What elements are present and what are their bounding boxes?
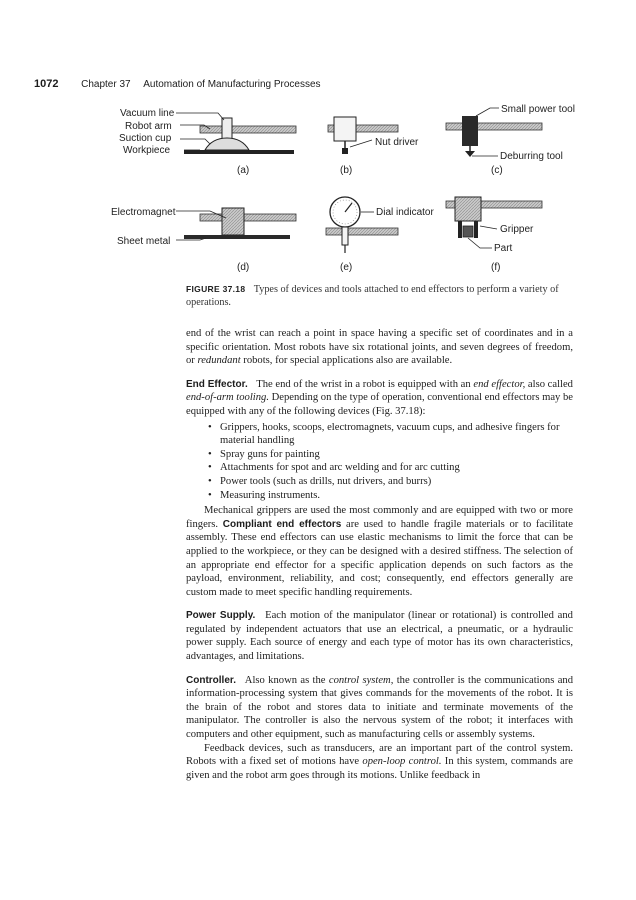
page-number: 1072 <box>34 78 59 90</box>
end-effector-device-list <box>186 421 573 503</box>
power-tool-body-shape <box>462 116 478 146</box>
paragraph-feedback: Feedback devices, such as transducers, are an important part of the control system. Robots with a fixed set of motions have open-loop control. In this system, commands are given and the robot arm goes through its motions. Unlike feedback in <box>186 742 573 781</box>
heading-controller: Controller. <box>186 674 237 686</box>
sublabel-b: (b) <box>340 165 353 176</box>
sublabel-e: (e) <box>340 262 353 273</box>
label-gripper: Gripper <box>500 224 534 235</box>
section-controller: Controller. Also known as the control system, the controller is the communications and information-processing system that gives commands for the movements of the robot. It is the brain of the robot and stores data to initiate and terminate movements of the manipulator. The controller is also the nervous system of the robot; it interfaces with computers and other equipment, such as manufacturing cells or assembly systems. <box>186 674 573 741</box>
robot-arm-shape <box>200 126 296 133</box>
gripper-finger-left-shape <box>458 221 462 238</box>
label-workpiece: Workpiece <box>123 145 171 156</box>
panel-d-electromagnet <box>111 207 296 273</box>
suction-cup-shape <box>205 138 249 150</box>
sublabel-a: (a) <box>237 165 250 176</box>
chapter-label: Chapter 37 <box>81 79 131 90</box>
sublabel-c: (c) <box>491 165 503 176</box>
panel-b-nut-driver <box>328 117 419 176</box>
panel-f-gripper <box>446 197 542 273</box>
section-power-supply: Power Supply. Each motion of the manipulator (linear or rotational) is controlled and regulated by independent actuators that use an electrical, a pneumatic, or a hydraulic power supply. Each source of energy and each type of motor has its own characteristics, advantages, and limitations. <box>186 610 573 663</box>
robot-arm-d-shape <box>200 214 296 221</box>
heading-power-supply: Power Supply. <box>186 610 256 622</box>
list-item: • Power tools (such as drills, nut drivers, and burrs) <box>208 475 573 489</box>
figure-37-18 <box>0 0 636 290</box>
section-end-effector: End Effector. The end of the wrist in a robot is equipped with an end effector, also called end-of-arm tooling. Depending on the type of operation, conventional end effectors may be equipped with any of the following devices (Fig. 37.18): <box>186 378 573 417</box>
heading-end-effector: End Effector. <box>186 378 248 390</box>
label-electromagnet: Electromagnet <box>111 207 176 218</box>
panel-e-dial-indicator <box>326 197 434 273</box>
part-shape <box>463 226 473 237</box>
label-small-power-tool: Small power tool <box>501 104 575 115</box>
label-dial-indicator: Dial indicator <box>376 207 434 218</box>
robot-arm-c-shape <box>446 123 542 130</box>
label-robot-arm: Robot arm <box>125 121 172 132</box>
label-suction-cup: Suction cup <box>119 133 172 144</box>
robot-arm-e-shape <box>326 228 398 235</box>
dial-stem-shape <box>342 227 348 245</box>
sublabel-f: (f) <box>491 262 501 273</box>
chapter-title: Automation of Manufacturing Processes <box>143 79 321 90</box>
list-item: • Attachments for spot and arc welding and for arc cutting <box>208 461 573 475</box>
figure-caption <box>186 283 576 309</box>
panel-a-vacuum-cup <box>119 108 296 176</box>
sheet-metal-shape <box>184 235 290 239</box>
list-item: • Spray guns for painting <box>208 448 573 462</box>
paragraph-grippers: Mechanical grippers are used the most commonly and are equipped with two or more fingers. Compliant end effectors are used to handle fragile materials or to facilitate assembly. These end effectors can use elastic mechanisms to limit the force that can be applied to the workpiece, or they can be designed with a desired stiffness. The selection of an appropriate end effector for a specific application depends on such factors as the payload, environment, reliability, and cost; consequently, end effectors generally are custom made to meet specific handling requirements. <box>186 505 573 598</box>
label-sheet-metal: Sheet metal <box>117 236 171 247</box>
gripper-finger-right-shape <box>474 221 478 238</box>
panel-c-power-tool <box>446 104 575 176</box>
body-text <box>186 327 573 782</box>
list-item: • Measuring instruments. <box>208 489 573 503</box>
electromagnet-shape <box>222 208 244 235</box>
gripper-body-shape <box>455 197 481 221</box>
label-vacuum-line: Vacuum line <box>120 108 175 119</box>
label-nut-driver: Nut driver <box>375 137 419 148</box>
figure-caption-text: Types of devices and tools attached to end effectors to perform a variety of operations. <box>186 284 559 308</box>
sublabel-d: (d) <box>237 262 250 273</box>
nut-driver-body-shape <box>334 117 356 141</box>
list-item: • Grippers, hooks, scoops, electromagnets, vacuum cups, and adhesive fingers for material handling <box>208 421 573 448</box>
label-deburring-tool: Deburring tool <box>500 151 563 162</box>
figure-number: FIGURE 37.18 <box>186 284 246 294</box>
workpiece-shape <box>184 150 294 154</box>
paragraph-intro: end of the wrist can reach a point in space having a specific set of coordinates and in a specific orientation. Most robots have six rotational joints, and seven degrees of freedom, or redundant robots, for special applications also are available. <box>186 328 573 367</box>
label-part: Part <box>494 243 513 254</box>
